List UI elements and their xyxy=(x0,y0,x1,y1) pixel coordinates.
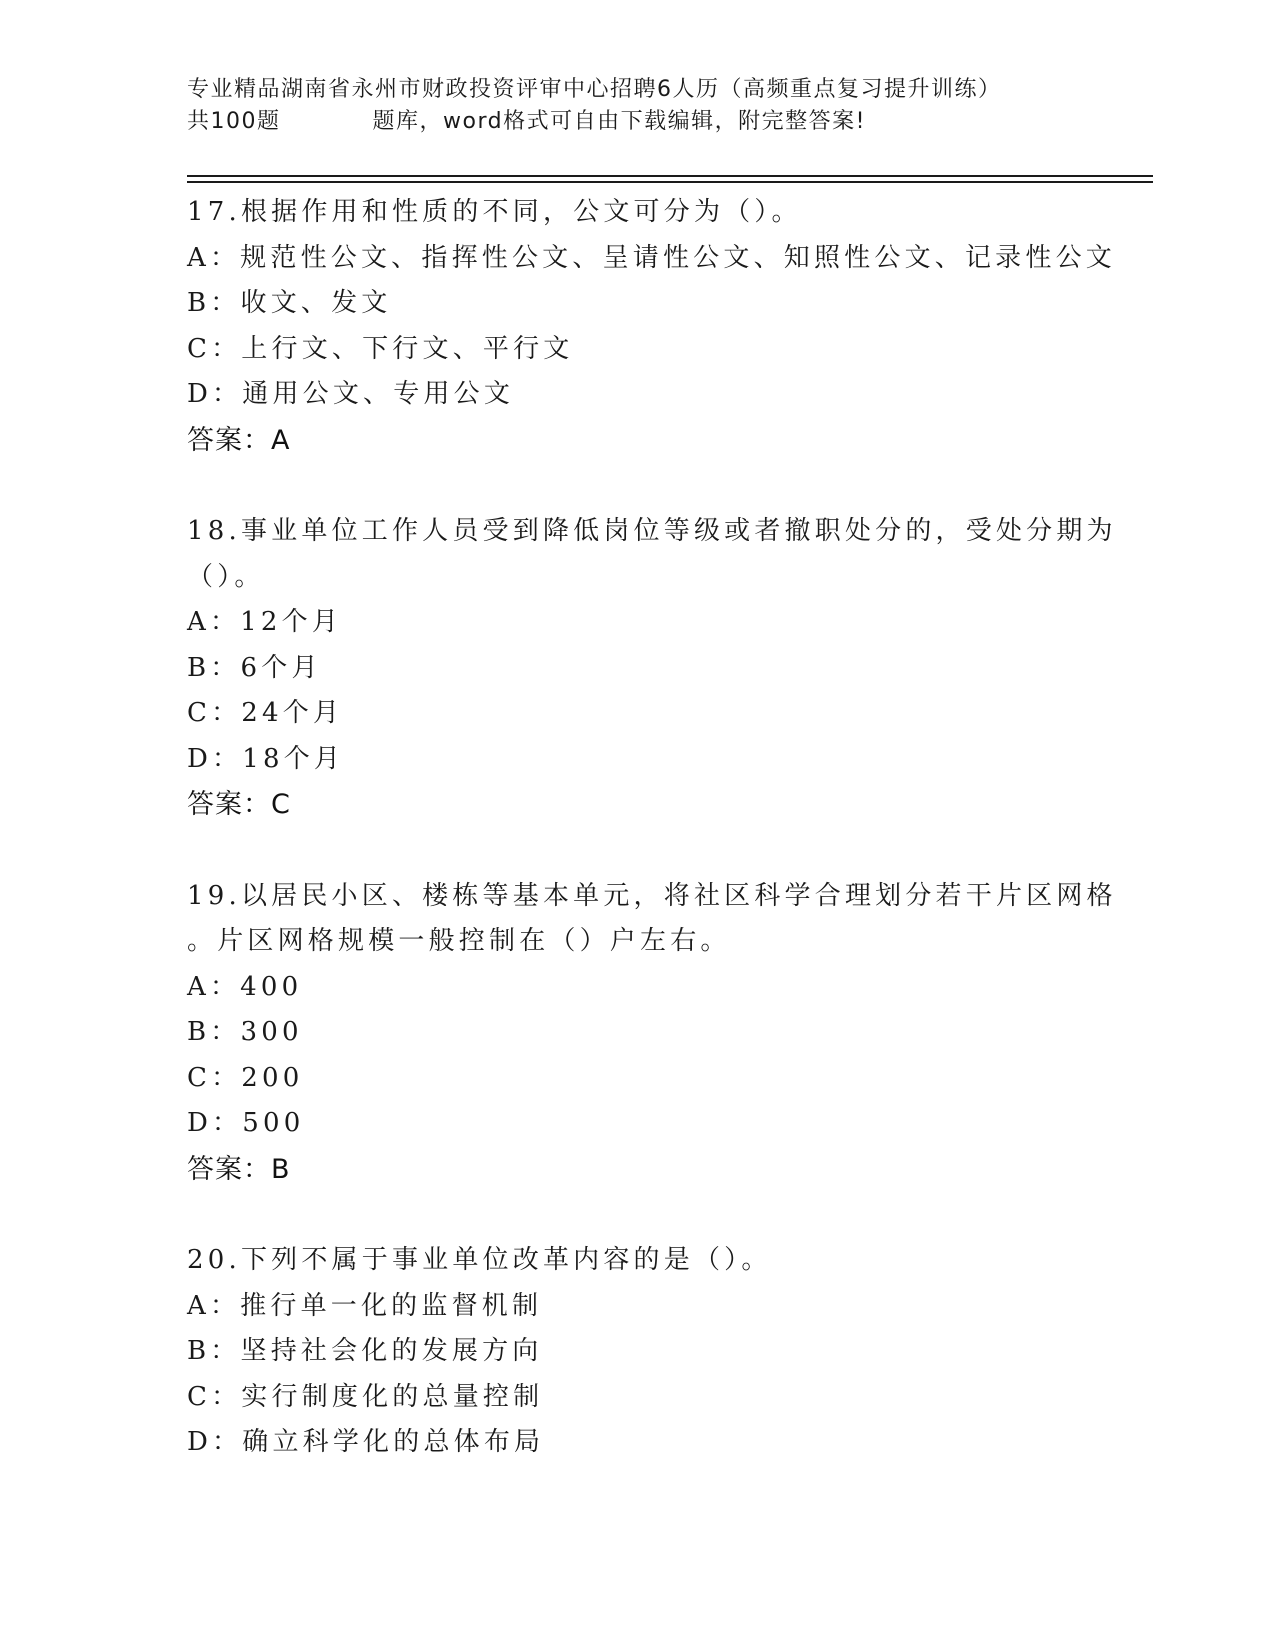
question-stem-continued: （）。 xyxy=(187,561,265,592)
option-a: A：400 xyxy=(187,971,303,1002)
option-c: C：上行文、下行文、平行文 xyxy=(187,333,574,364)
option-b: B：坚持社会化的发展方向 xyxy=(187,1336,543,1366)
option-d: D：500 xyxy=(187,1108,305,1138)
option-d: D：通用公文、专用公文 xyxy=(187,379,515,409)
option-a: A：推行单一化的监督机制 xyxy=(187,1290,543,1321)
option-d: D：18个月 xyxy=(187,743,345,774)
option-b: B：300 xyxy=(187,1017,303,1047)
question-20 xyxy=(187,1238,1087,1466)
question-18 xyxy=(187,509,1117,828)
answer-line: 答案：A xyxy=(187,424,291,456)
option-b: B：收文、发文 xyxy=(187,288,392,318)
option-d: D：确立科学化的总体布局 xyxy=(187,1427,545,1457)
question-stem: 19.以居民小区、楼栋等基本单元，将社区科学合理划分若干片区网格 xyxy=(187,880,1117,911)
option-c: C：200 xyxy=(187,1062,304,1093)
answer-line: 答案：C xyxy=(187,789,291,820)
question-count: 共100题 xyxy=(187,109,281,134)
question-19 xyxy=(187,874,1117,1193)
question-stem: 17.根据作用和性质的不同，公文可分为（）。 xyxy=(187,197,802,227)
question-stem: 18.事业单位工作人员受到降低岗位等级或者撤职处分的，受处分期为 xyxy=(187,516,1117,546)
option-a: A：规范性公文、指挥性公文、呈请性公文、知照性公文、记录性公文 xyxy=(187,242,1116,273)
header-divider-top xyxy=(187,175,1153,177)
option-c: C：24个月 xyxy=(187,698,344,728)
question-17 xyxy=(187,190,1116,463)
document-title: 专业精品湖南省永州市财政投资评审中心招聘6人历（高频重点复习提升训练） xyxy=(187,77,1002,102)
answer-line: 答案：B xyxy=(187,1153,291,1185)
document-subtitle xyxy=(187,106,1147,138)
option-c: C：实行制度化的总量控制 xyxy=(187,1381,544,1412)
option-a: A：12个月 xyxy=(187,607,343,637)
question-stem: 20.下列不属于事业单位改革内容的是（）。 xyxy=(187,1245,772,1275)
question-stem-continued: 。片区网格规模一般控制在（）户左右。 xyxy=(187,926,731,956)
header-divider-bottom xyxy=(187,181,1153,183)
document-description: 题库，word格式可自由下载编辑，附完整答案! xyxy=(372,109,866,134)
question-list xyxy=(187,190,1117,1512)
option-b: B：6个月 xyxy=(187,652,322,683)
document-header xyxy=(187,74,1147,138)
